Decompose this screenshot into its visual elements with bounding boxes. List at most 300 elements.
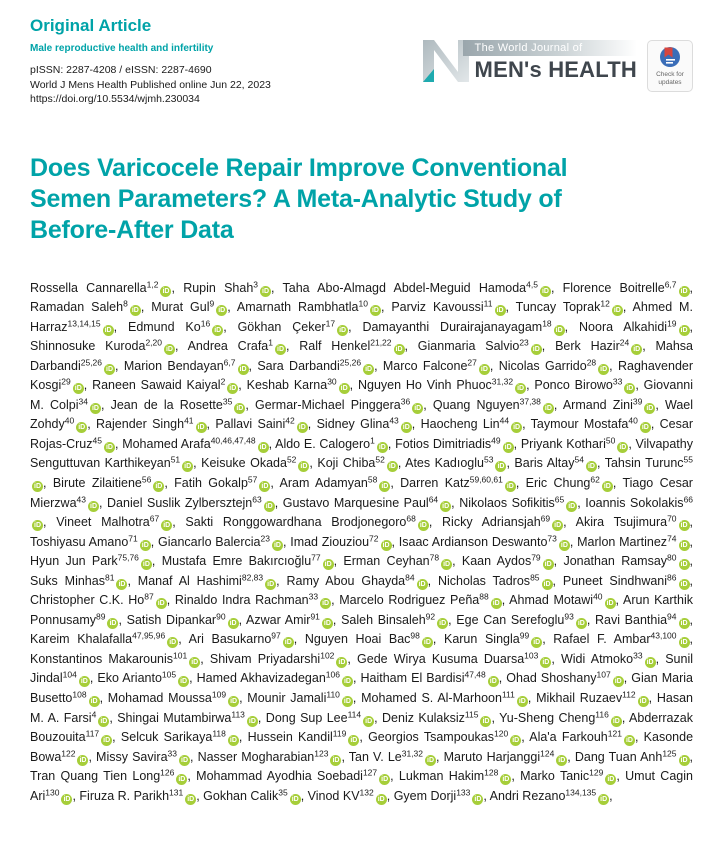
orcid-icon[interactable]: iD <box>163 522 171 530</box>
orcid-icon[interactable]: iD <box>558 756 566 764</box>
author-affiliation-sup: 2 <box>220 376 226 387</box>
author-name: Ates Kadıoglu <box>405 456 484 471</box>
orcid-icon[interactable]: iD <box>323 619 331 627</box>
author: Gustavo Marquesine Paul$^{64}$iD , <box>282 494 460 510</box>
author-name: Shingai Mutambirwa <box>117 710 232 725</box>
author-affiliation-sup: 63 <box>252 494 262 505</box>
author-affiliation-sup: 111 <box>501 689 515 700</box>
author-name: Rajender Singh <box>96 417 185 432</box>
author: Sakti Ronggowardhana Brodjonegoro$^{68}$iD , <box>185 513 443 530</box>
orcid-icon[interactable]: iD <box>262 287 270 295</box>
orcid-icon[interactable]: iD <box>229 385 237 393</box>
orcid-icon[interactable]: iD <box>230 697 238 705</box>
author-affiliation-sup: 1,2 <box>146 279 159 289</box>
author-affiliation-sup: 43 <box>76 494 87 505</box>
author: Sunil Jindal$^{104}$iD , <box>30 651 693 686</box>
orcid-icon[interactable]: iD <box>414 404 422 412</box>
orcid-icon[interactable]: iD <box>680 619 688 627</box>
orcid-icon[interactable]: iD <box>291 795 299 803</box>
author-affiliation-sup: 87 <box>144 591 154 602</box>
author: Wael Zohdy$^{40}$iD , <box>30 397 693 432</box>
orcid-icon[interactable]: iD <box>502 776 510 784</box>
author-affiliation-sup: 73 <box>547 533 557 544</box>
author: Ricky Adriansjah$^{69}$iD , <box>442 513 576 530</box>
author: Raghavender Kosgi$^{29}$iD , <box>30 358 694 393</box>
author-name: Arun Karthik Ponnusamy <box>30 593 693 627</box>
orcid-icon[interactable]: iD <box>680 561 688 569</box>
author-affiliation-sup: 110 <box>326 689 340 700</box>
orcid-icon[interactable]: iD <box>625 737 633 745</box>
author-affiliation-sup: 79 <box>531 552 541 563</box>
author: Germar-Michael Pinggera$^{36}$iD , <box>254 396 433 412</box>
orcid-icon[interactable]: iD <box>273 541 281 549</box>
orcid-icon[interactable]: iD <box>544 561 552 569</box>
author: Dong Sup Lee$^{114}$iD , <box>265 709 383 725</box>
orcid-icon[interactable]: iD <box>606 600 614 608</box>
author-name: Hussein Kandil <box>247 730 333 745</box>
author: Suks Minhas$^{81}$iD , <box>30 572 138 588</box>
orcid-icon[interactable]: iD <box>680 541 688 549</box>
orcid-icon[interactable]: iD <box>106 365 114 373</box>
orcid-icon[interactable]: iD <box>639 697 647 705</box>
orcid-icon[interactable]: iD <box>248 717 256 725</box>
author-name: Gustavo Marquesine Paul <box>282 495 429 510</box>
orcid-icon[interactable]: iD <box>680 287 688 295</box>
author-affiliation-sup: 40 <box>64 415 75 426</box>
orcid-icon[interactable]: iD <box>259 443 267 451</box>
orcid-icon[interactable]: iD <box>229 737 237 745</box>
author: Andrea Crafa$^1$iD , <box>187 337 300 354</box>
author: Hamed Akhavizadegan$^{106}$iD , <box>196 669 361 686</box>
author: Manaf Al Hashimi$^{82,83}$iD , <box>137 572 287 588</box>
orcid-icon[interactable]: iD <box>338 658 346 666</box>
orcid-icon[interactable]: iD <box>427 756 435 764</box>
author: Nguyen Ho Vinh Phuoc$^{31,32}$iD , <box>357 376 535 393</box>
orcid-icon[interactable]: iD <box>118 580 126 588</box>
orcid-icon[interactable]: iD <box>214 326 222 334</box>
author-affiliation-sup: 9 <box>209 298 215 309</box>
author-name: Missy Savira <box>96 749 168 764</box>
author-affiliation-sup: 59,60,61 <box>469 474 503 485</box>
author-affiliation-sup: 13,14,15 <box>67 318 101 329</box>
orcid-icon[interactable]: iD <box>381 776 389 784</box>
orcid-icon[interactable]: iD <box>439 619 447 627</box>
author: Hasan M. A. Farsi$^4$iD , <box>30 690 694 725</box>
author-name: Marlon Martinez <box>577 534 668 549</box>
orcid-icon[interactable]: iD <box>236 404 244 412</box>
orcid-icon[interactable]: iD <box>165 346 173 354</box>
orcid-icon[interactable]: iD <box>218 307 226 315</box>
author-name: Andrea Crafa <box>187 339 269 354</box>
author: Sidney Glina$^{43}$iD , <box>316 415 421 432</box>
orcid-icon[interactable]: iD <box>298 424 306 432</box>
orcid-icon[interactable]: iD <box>365 365 373 373</box>
author-name: Rinaldo Indra Rachman <box>174 593 309 608</box>
orcid-icon[interactable]: iD <box>646 404 654 412</box>
orcid-icon[interactable]: iD <box>377 795 385 803</box>
author-affiliation-sup: 57 <box>247 474 258 485</box>
orcid-icon[interactable]: iD <box>371 307 379 315</box>
author: Haitham El Bardisi$^{47,48}$iD , <box>360 669 507 686</box>
orcid-icon[interactable]: iD <box>105 443 113 451</box>
author-affiliation-sup: 108 <box>72 689 87 700</box>
author: Ari Basukarno$^{97}$iD , <box>188 630 305 647</box>
orcid-icon[interactable]: iD <box>63 795 71 803</box>
orcid-icon[interactable]: iD <box>284 639 292 647</box>
orcid-icon[interactable]: iD <box>78 424 86 432</box>
author-affiliation-sup: 52 <box>286 454 297 465</box>
author: Marko Tanic$^{129}$iD , <box>520 767 626 784</box>
author-name: Firuza R. Parikh <box>79 788 170 803</box>
orcid-icon[interactable]: iD <box>577 619 585 627</box>
author: Gian Maria Busetto$^{108}$iD , <box>30 671 693 705</box>
orcid-icon[interactable]: iD <box>607 776 615 784</box>
author: Fotios Dimitriadis$^{49}$iD , <box>395 435 521 451</box>
author: Gokhan Calik$^{35}$iD , <box>203 787 308 803</box>
author-affiliation-sup: 85 <box>530 572 540 583</box>
author-affiliation-sup: 129 <box>589 767 604 778</box>
author-affiliation-sup: 25,26 <box>339 357 362 368</box>
orcid-icon[interactable]: iD <box>541 287 549 295</box>
author-name: Taymour Mostafa <box>530 417 629 432</box>
author-name: Marcelo Rodriguez Peña <box>339 593 480 608</box>
orcid-icon[interactable]: iD <box>482 717 490 725</box>
orcid-icon[interactable]: iD <box>34 522 41 530</box>
page-title-line-2: Semen Parameters? A Meta-Analytic Study of <box>30 184 562 213</box>
author-affiliation-sup: 44 <box>499 415 510 426</box>
orcid-icon[interactable]: iD <box>543 580 551 588</box>
orcid-icon[interactable]: iD <box>100 717 108 725</box>
crossmark-badge[interactable] <box>647 40 693 92</box>
author-name: Ioannis Sokolakis <box>585 495 684 510</box>
orcid-icon[interactable]: iD <box>343 678 351 686</box>
orcid-icon[interactable]: iD <box>423 639 431 647</box>
author-name: Priyank Kothari <box>520 436 606 451</box>
author-name: Tahsin Turunc <box>604 456 684 471</box>
orcid-icon[interactable]: iD <box>533 639 541 647</box>
author-affiliation-sup: 6,7 <box>664 279 677 289</box>
orcid-icon[interactable]: iD <box>474 795 482 803</box>
orcid-icon[interactable]: iD <box>554 522 562 530</box>
orcid-icon[interactable]: iD <box>489 678 497 686</box>
author-affiliation-sup: 56 <box>141 474 152 485</box>
orcid-icon[interactable]: iD <box>191 658 199 666</box>
orcid-icon[interactable]: iD <box>395 346 403 354</box>
orcid-icon[interactable]: iD <box>587 463 595 471</box>
author-name: Ari Basukarno <box>188 632 272 647</box>
author-name: Vilvapathy Senguttuvan Karthikeyan <box>30 436 693 471</box>
author-affiliation-sup: 119 <box>332 728 347 739</box>
author: Akira Tsujimura$^{70}$iD , <box>575 513 694 530</box>
page-title <box>30 153 693 246</box>
author-name: Satish Dipankar <box>126 612 217 627</box>
author: Ioannis Sokolakis$^{66}$iD , <box>34 494 694 530</box>
author-affiliation-sup: 109 <box>211 689 227 700</box>
author-affiliation-sup: 80 <box>667 552 677 563</box>
author-name: Suks Minhas <box>30 573 105 588</box>
orcid-icon[interactable]: iD <box>542 658 550 666</box>
author-name: Gianmaria Salvio <box>417 339 520 354</box>
author-affiliation-sup: 49 <box>491 435 501 446</box>
orcid-icon[interactable]: iD <box>109 619 117 627</box>
author: Gianmaria Salvio$^{23}$iD , <box>417 337 556 354</box>
orcid-icon[interactable]: iD <box>34 482 41 490</box>
author: Shinnosuke Kuroda$^{2,20}$iD , <box>30 337 188 354</box>
orcid-icon[interactable]: iD <box>104 326 112 334</box>
orcid-icon[interactable]: iD <box>544 404 552 412</box>
orcid-icon[interactable]: iD <box>324 561 332 569</box>
orcid-icon[interactable]: iD <box>91 404 99 412</box>
orcid-icon[interactable]: iD <box>229 619 237 627</box>
orcid-icon[interactable]: iD <box>506 482 514 490</box>
author: Arun Karthik Ponnusamy$^{89}$iD , <box>30 593 693 627</box>
orcid-icon[interactable]: iD <box>131 307 139 315</box>
orcid-icon[interactable]: iD <box>518 697 526 705</box>
author: Firuza R. Parikh$^{131}$iD , <box>79 787 204 803</box>
author-name: Florence Boitrelle <box>562 280 665 295</box>
orcid-icon[interactable]: iD <box>187 795 195 803</box>
orcid-icon[interactable]: iD <box>265 502 273 510</box>
orcid-icon[interactable]: iD <box>332 756 340 764</box>
orcid-icon[interactable]: iD <box>641 424 649 432</box>
author-name: Darren Katz <box>400 475 470 490</box>
author-name: Rossella Cannarella <box>30 280 147 295</box>
orcid-icon[interactable]: iD <box>680 756 688 764</box>
author: Daniel Suslik Zylbersztejn$^{63}$iD , <box>107 494 283 510</box>
author-name: Berk Hazir <box>555 339 620 354</box>
author: Isaac Ardianson Deswanto$^{73}$iD , <box>398 533 578 549</box>
author-affiliation-sup: 58 <box>367 474 378 485</box>
orcid-icon[interactable]: iD <box>180 678 188 686</box>
orcid-icon[interactable]: iD <box>612 717 620 725</box>
orcid-icon[interactable]: iD <box>614 678 622 686</box>
author-name: Ravi Banthia <box>594 612 668 627</box>
orcid-icon[interactable]: iD <box>555 326 563 334</box>
journal-name-top: The World Journal of <box>463 40 637 56</box>
author-name: Umut Cagin Ari <box>30 769 693 803</box>
author-name: Konstantinos Makarounis <box>30 651 174 666</box>
orcid-icon[interactable]: iD <box>90 502 98 510</box>
author-list <box>30 279 693 807</box>
orcid-icon[interactable]: iD <box>496 307 504 315</box>
author-affiliation-sup: 101 <box>173 650 188 661</box>
author-name: Deniz Kulaksiz <box>382 710 465 725</box>
author-name: Eric Chung <box>525 475 591 490</box>
orcid-icon[interactable]: iD <box>419 522 427 530</box>
orcid-icon[interactable]: iD <box>300 463 308 471</box>
author-name: Azwar Amir <box>246 612 311 627</box>
orcid-icon[interactable]: iD <box>197 424 205 432</box>
author-name: Birute Zilaitiene <box>52 475 142 490</box>
author: Eric Chung$^{62}$iD , <box>525 474 623 490</box>
author-name: Jonathan Ramsay <box>563 554 668 569</box>
author-name: Koji Chiba <box>317 456 376 471</box>
author: Mohammad Ayodhia Soebadi$^{127}$iD , <box>196 767 399 784</box>
orcid-icon[interactable]: iD <box>141 541 149 549</box>
author-name: Rafael F. Ambar <box>553 632 651 647</box>
orcid-icon[interactable]: iD <box>600 365 608 373</box>
author-affiliation-sup: 23 <box>519 337 529 348</box>
orcid-icon[interactable]: iD <box>277 346 284 354</box>
orcid-icon[interactable]: iD <box>680 522 688 530</box>
author-name: Aldo E. Calogero <box>275 436 371 451</box>
author-affiliation-sup: 29 <box>61 376 71 387</box>
author: Kareim Khalafalla$^{47,95,96}$iD , <box>30 630 189 647</box>
orcid-icon[interactable]: iD <box>142 561 150 569</box>
author-name: Fotios Dimitriadis <box>395 436 492 451</box>
author: Ramy Abou Ghayda$^{84}$iD , <box>286 572 438 588</box>
orcid-icon[interactable]: iD <box>155 482 163 490</box>
orcid-icon[interactable]: iD <box>157 600 165 608</box>
author-name: Ahmad Motawi <box>509 593 594 608</box>
author-affiliation-sup: 19 <box>667 318 677 329</box>
orcid-icon[interactable]: iD <box>350 737 358 745</box>
author-affiliation-sup: 31,32 <box>491 376 514 387</box>
orcid-icon[interactable]: iD <box>418 580 426 588</box>
orcid-icon[interactable]: iD <box>103 737 111 745</box>
author-name: Sakti Ronggowardhana Brodjonegoro <box>185 515 407 530</box>
author: Priyank Kothari$^{50}$iD , <box>520 435 636 451</box>
orcid-icon[interactable]: iD <box>74 385 82 393</box>
issn-text: pISSN: 2287-4208 / eISSN: 2287-4690 <box>30 64 212 76</box>
orcid-icon[interactable]: iD <box>181 756 188 764</box>
orcid-icon[interactable]: iD <box>339 326 347 334</box>
orcid-icon[interactable]: iD <box>497 463 505 471</box>
orcid-icon[interactable]: iD <box>378 443 386 451</box>
author: Baris Altay$^{54}$iD , <box>514 454 605 471</box>
author: Tiago Cesar Mierzwa$^{43}$iD , <box>30 475 693 510</box>
author-name: Rupin Shah <box>183 280 254 295</box>
doi-link[interactable]: https://doi.org/10.5534/wjmh.230034 <box>30 93 200 105</box>
orcid-icon[interactable]: iD <box>517 385 525 393</box>
author-name: Keisuke Okada <box>201 456 287 471</box>
orcid-icon[interactable]: iD <box>513 424 521 432</box>
orcid-icon[interactable]: iD <box>239 365 247 373</box>
orcid-icon[interactable]: iD <box>600 795 608 803</box>
author-affiliation-sup: 24 <box>619 337 630 348</box>
orcid-icon[interactable]: iD <box>90 697 98 705</box>
author-name: Vinod KV <box>307 788 360 803</box>
orcid-icon[interactable]: iD <box>169 639 177 647</box>
author: Saleh Binsaleh$^{92}$iD , <box>341 611 457 627</box>
author-affiliation-sup: 81 <box>104 572 115 583</box>
author-name: Mahsa Darbandi <box>30 339 694 373</box>
author-affiliation-sup: 47,48 <box>464 669 486 680</box>
author-affiliation-sup: 99 <box>519 630 530 641</box>
orcid-icon[interactable]: iD <box>267 580 275 588</box>
author-affiliation-sup: 55 <box>683 454 694 465</box>
author-name: Mohamed Arafa <box>122 436 211 451</box>
orcid-icon[interactable]: iD <box>162 287 170 295</box>
author: Armand Zini$^{39}$iD , <box>562 396 665 412</box>
author-affiliation-sup: 67 <box>149 513 160 524</box>
author-name: Ahmed M. Harraz <box>30 300 693 334</box>
author-affiliation-sup: 1 <box>370 435 375 446</box>
orcid-icon[interactable]: iD <box>626 385 634 393</box>
author: Tan V. Le$^{31,32}$iD , <box>348 748 444 764</box>
author-name: Hamed Akhavizadegan <box>196 671 326 686</box>
orcid-icon[interactable]: iD <box>365 717 373 725</box>
orcid-icon[interactable]: iD <box>560 541 568 549</box>
author: Noora Alkahidi$^{19}$iD , <box>579 318 694 334</box>
author-name: Erman Ceyhan <box>343 554 430 569</box>
author: Tuncay Toprak$^{12}$iD , <box>515 298 633 315</box>
author: Nguyen Hoai Bac$^{98}$iD , <box>304 630 444 647</box>
orcid-icon[interactable]: iD <box>178 776 186 784</box>
orcid-icon[interactable]: iD <box>603 482 611 490</box>
author-affiliation-sup: 74 <box>667 533 677 544</box>
author-name: Marion Bendayan <box>123 358 224 373</box>
orcid-icon[interactable]: iD <box>381 482 389 490</box>
orcid-icon[interactable]: iD <box>80 678 88 686</box>
author-name: Manaf Al Hashimi <box>137 573 242 588</box>
orcid-icon[interactable]: iD <box>382 541 390 549</box>
author-name: Shinnosuke Kuroda <box>30 339 146 354</box>
orcid-icon[interactable]: iD <box>388 463 396 471</box>
author: Konstantinos Makarounis$^{101}$iD , <box>30 650 210 666</box>
author: Mikhail Ruzaev$^{112}$iD , <box>536 689 657 705</box>
author-name: Abderrazak Bouzouita <box>30 710 693 745</box>
author-name: Nicholas Tadros <box>437 573 531 588</box>
orcid-icon[interactable]: iD <box>680 580 688 588</box>
orcid-icon[interactable]: iD <box>79 756 87 764</box>
orcid-icon[interactable]: iD <box>340 385 348 393</box>
author-affiliation-sup: 105 <box>161 669 177 680</box>
orcid-icon[interactable]: iD <box>480 365 488 373</box>
orcid-icon[interactable]: iD <box>613 307 621 315</box>
author-name: Yu-Sheng Cheng <box>499 710 596 725</box>
author: Christopher C.K. Ho$^{87}$iD , <box>30 591 175 608</box>
orcid-icon[interactable]: iD <box>619 443 627 451</box>
orcid-icon[interactable]: iD <box>443 561 451 569</box>
orcid-icon[interactable]: iD <box>442 502 450 510</box>
orcid-icon[interactable]: iD <box>633 346 641 354</box>
author-name: Kaan Aydos <box>461 554 532 569</box>
orcid-icon[interactable]: iD <box>492 600 500 608</box>
author-name: Eko Arianto <box>97 671 162 686</box>
author-name: Noora Alkahidi <box>579 319 668 334</box>
orcid-icon[interactable]: iD <box>343 697 351 705</box>
author: Aram Adamyan$^{58}$iD , <box>279 474 401 490</box>
orcid-icon[interactable]: iD <box>568 502 576 510</box>
author-affiliation-sup: 128 <box>484 767 499 778</box>
author-affiliation-sup: 92 <box>425 611 436 622</box>
orcid-icon[interactable]: iD <box>680 326 688 334</box>
orcid-icon[interactable]: iD <box>680 639 688 647</box>
journal-name-main: MEN's HEALTH <box>474 56 637 82</box>
author-name: Lukman Hakim <box>398 769 485 784</box>
author-affiliation-sup: 120 <box>494 728 509 739</box>
author-affiliation-sup: 68 <box>406 513 416 524</box>
author-affiliation-sup: 30 <box>327 376 337 387</box>
article-type-label: Original Article <box>30 16 152 35</box>
orcid-icon[interactable]: iD <box>646 658 654 666</box>
author-affiliation-sup: 4,5 <box>526 279 538 289</box>
page-title-line-3: Before-After Data <box>30 215 234 244</box>
orcid-icon[interactable]: iD <box>402 424 410 432</box>
orcid-icon[interactable]: iD <box>184 463 192 471</box>
author-name: Ala'a Farkouh <box>529 730 608 745</box>
author: Ravi Banthia$^{94}$iD , <box>594 611 693 627</box>
author-name: Tuncay Toprak <box>515 300 601 315</box>
orcid-icon[interactable]: iD <box>532 346 540 354</box>
author-name: Aram Adamyan <box>279 475 368 490</box>
orcid-icon[interactable]: iD <box>322 600 330 608</box>
orcid-icon[interactable]: iD <box>261 482 269 490</box>
orcid-icon[interactable]: iD <box>504 443 512 451</box>
orcid-icon[interactable]: iD <box>512 737 520 745</box>
author-affiliation-sup: 45 <box>92 435 102 446</box>
